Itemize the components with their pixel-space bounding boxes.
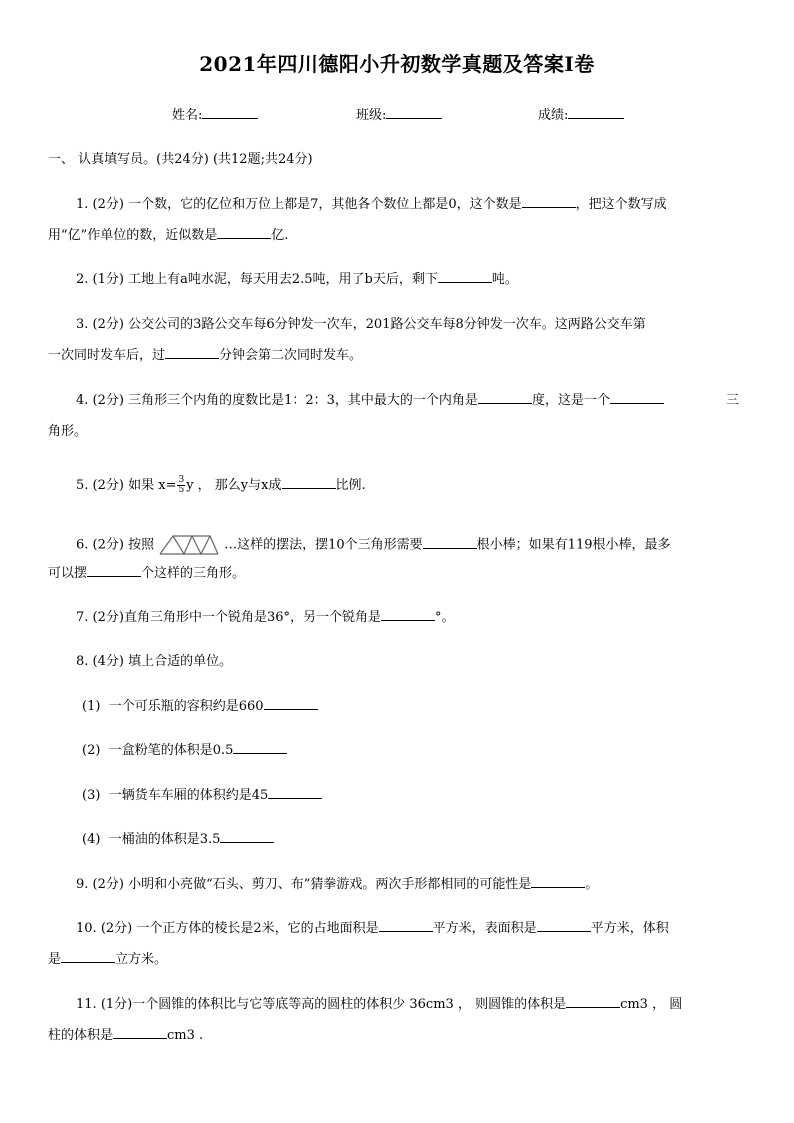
question-1-text: 一个数，它的亿位和万位上都是7，其他各个数位上都是0，这个数是 <box>128 197 522 212</box>
question-8-sub-3 <box>82 786 322 806</box>
answer-blank[interactable] <box>264 697 318 710</box>
question-5-text: 如果 x= <box>128 478 177 493</box>
question-6-text: …这样的摆法，摆10个三角形需要 <box>224 537 423 553</box>
answer-blank[interactable] <box>381 608 435 621</box>
answer-blank[interactable] <box>268 786 322 799</box>
question-6-line-2 <box>48 564 245 584</box>
answer-blank[interactable] <box>423 536 477 549</box>
question-5 <box>76 476 366 496</box>
question-1-number: 1. <box>76 197 89 212</box>
answer-blank[interactable] <box>610 391 664 404</box>
question-3-line-2 <box>48 346 362 366</box>
question-6-text: 按照 <box>128 537 155 553</box>
question-9-number: 9. <box>76 877 89 892</box>
answer-blank[interactable] <box>61 950 115 963</box>
name-label: 姓名: <box>172 108 203 123</box>
question-7 <box>76 608 455 628</box>
document-title: 2021年四川德阳小升初数学真题及答案Ⅰ卷 <box>199 52 595 76</box>
question-1-line-2 <box>48 226 288 246</box>
answer-blank[interactable] <box>478 391 532 404</box>
question-2-text: 工地上有a吨水泥，每天用去2.5吨，用了b天后，剩下 <box>128 272 438 287</box>
class-field <box>356 104 442 123</box>
question-10-text: 立方米。 <box>115 952 168 967</box>
question-7-number: 7. <box>76 610 89 625</box>
question-1-text: 亿. <box>271 228 289 243</box>
answer-blank[interactable] <box>282 476 336 489</box>
question-9-points: (2分) <box>92 877 124 892</box>
question-8-sub-4 <box>82 830 274 850</box>
question-3-text: 公交公司的3路公交车每6分钟发一次车，201路公交车每8分钟发一次车。这两路公交车第 <box>128 317 646 332</box>
question-6-line-1 <box>76 534 671 556</box>
score-field <box>538 104 624 123</box>
question-9-text: 。 <box>585 877 599 892</box>
question-11-text: cm3 ， 圆 <box>620 997 683 1012</box>
question-8 <box>76 652 232 672</box>
question-2 <box>76 270 518 290</box>
question-10-line-1 <box>76 919 669 939</box>
question-11-text: 柱的体积是 <box>48 1028 114 1043</box>
question-9-text: 小明和小亮做“石头、剪刀、布”猜拳游戏。两次手形都相同的可能性是 <box>128 877 532 892</box>
sub-number: (2) <box>82 743 101 758</box>
question-2-points: (1分) <box>92 272 124 287</box>
answer-blank[interactable] <box>217 226 271 239</box>
sub-text: 一个可乐瓶的容积约是660 <box>108 699 264 714</box>
answer-blank[interactable] <box>87 564 141 577</box>
answer-blank[interactable] <box>379 919 433 932</box>
question-6-text: 根小棒；如果有119根小棒，最多 <box>476 537 671 553</box>
question-5-number: 5. <box>76 478 89 493</box>
question-6-points: (2分) <box>92 537 124 553</box>
question-10-text: 平方米，表面积是 <box>432 921 537 936</box>
question-3-points: (2分) <box>92 317 124 332</box>
question-10-line-2 <box>48 950 167 970</box>
question-4-text: 三角形三个内角的度数比是1：2：3，其中最大的一个内角是 <box>128 393 478 408</box>
fraction <box>177 476 185 495</box>
question-6-number: 6. <box>76 537 89 553</box>
question-3-number: 3. <box>76 317 89 332</box>
question-7-points: (2分) <box>92 610 124 625</box>
question-10-text: 是 <box>48 952 62 967</box>
name-blank[interactable] <box>202 106 258 119</box>
answer-blank[interactable] <box>233 741 287 754</box>
question-1-points: (2分) <box>92 197 124 212</box>
question-3-line-1 <box>76 315 646 335</box>
question-4-tail: 三 <box>726 393 740 408</box>
question-11-points: (1分) <box>100 997 133 1012</box>
question-6-text: 可以摆 <box>48 566 88 581</box>
triangle-sticks-figure <box>158 534 220 556</box>
question-9 <box>76 875 598 895</box>
sub-number: (4) <box>82 832 101 847</box>
question-11-text: cm3 . <box>167 1028 204 1043</box>
question-2-number: 2. <box>76 272 89 287</box>
question-10-text: 平方米，体积 <box>590 921 669 936</box>
question-6-text: 个这样的三角形。 <box>141 566 246 581</box>
question-10-text: 一个正方体的棱长是2米，它的占地面积是 <box>136 921 379 936</box>
question-10-number: 10. <box>76 921 97 936</box>
question-2-text: 吨。 <box>491 272 518 287</box>
answer-blank[interactable] <box>220 830 274 843</box>
question-7-text: 直角三角形中一个锐角是36°，另一个锐角是 <box>123 610 382 625</box>
answer-blank[interactable] <box>113 1026 167 1039</box>
question-5-text: 比例. <box>335 478 366 493</box>
class-label: 班级: <box>356 108 387 123</box>
score-blank[interactable] <box>568 106 624 119</box>
sub-number: (1) <box>82 699 101 714</box>
question-11-line-1 <box>76 995 682 1015</box>
name-field <box>172 104 258 123</box>
answer-blank[interactable] <box>537 919 591 932</box>
question-10-points: (2分) <box>100 921 133 936</box>
answer-blank[interactable] <box>522 195 576 208</box>
fraction-denominator: 5 <box>178 485 185 495</box>
question-1-line-1 <box>76 195 667 215</box>
question-11-line-2 <box>48 1026 203 1046</box>
fraction-numerator: 3 <box>178 475 185 485</box>
question-4-number: 4. <box>76 393 89 408</box>
question-8-text: 填上合适的单位。 <box>128 654 233 669</box>
answer-blank[interactable] <box>531 875 585 888</box>
section-heading: 一、 认真填写员。(共24分) (共12题;共24分) <box>48 152 313 167</box>
score-label: 成绩: <box>538 108 569 123</box>
question-3-text: 一次同时发车后，过 <box>48 348 166 363</box>
question-4-line-1 <box>76 391 664 411</box>
question-8-points: (4分) <box>92 654 124 669</box>
sub-text: 一盒粉笔的体积是0.5 <box>108 743 234 758</box>
question-11-text: 一个圆锥的体积比与它等底等高的圆柱的体积少 36cm3 ， 则圆锥的体积是 <box>132 997 567 1012</box>
question-3-text: 分钟会第二次同时发车。 <box>219 348 363 363</box>
question-1-text: 用“亿”作单位的数，近似数是 <box>48 228 218 243</box>
question-8-number: 8. <box>76 654 89 669</box>
answer-blank[interactable] <box>165 346 219 359</box>
question-4-points: (2分) <box>92 393 124 408</box>
question-11-number: 11. <box>76 997 97 1012</box>
class-blank[interactable] <box>386 106 442 119</box>
question-8-sub-1 <box>82 697 318 717</box>
question-4-text: 度，这是一个 <box>531 393 610 408</box>
sub-text: 一桶油的体积是3.5 <box>108 832 221 847</box>
question-8-sub-2 <box>82 741 287 761</box>
question-4-line-2: 角形。 <box>48 424 88 439</box>
question-5-points: (2分) <box>92 478 124 493</box>
question-5-text: y ， 那么y与x成 <box>186 478 282 493</box>
answer-blank[interactable] <box>566 995 620 1008</box>
sub-text: 一辆货车车厢的体积约是45 <box>108 788 269 803</box>
question-7-text: °。 <box>435 610 455 625</box>
answer-blank[interactable] <box>438 270 492 283</box>
sub-number: (3) <box>82 788 101 803</box>
question-1-text: ，把这个数写成 <box>575 197 667 212</box>
